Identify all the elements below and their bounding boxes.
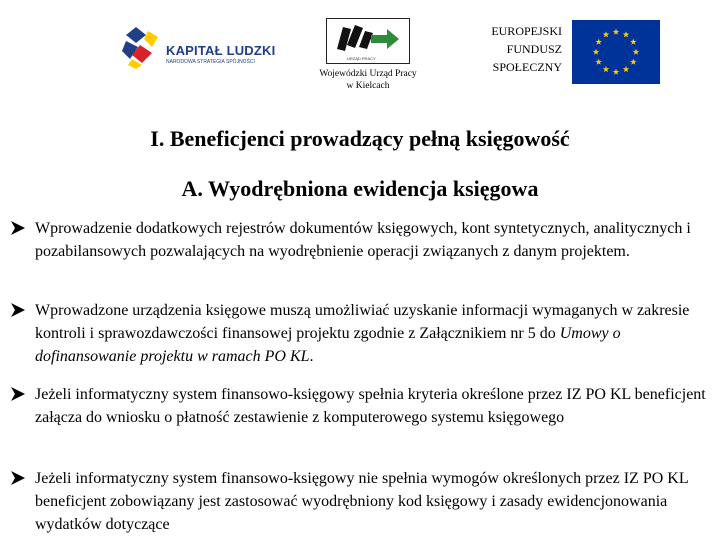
bullet-text-part: . [309,348,314,365]
arrowhead-bullet-icon [10,386,26,402]
kapital-ludzki-name: KAPITAŁ LUDZKI [166,43,276,58]
bullet-text-part: Wprowadzone urządzenia księgowe muszą umożliwiać uzyskanie informacji wymaganych w zakresie kontroli i sprawozdawczości finansowej projektu zgodnie z Załącznikiem nr 5 do [35,302,690,342]
efs-label [462,22,562,76]
kapital-ludzki-logo [122,25,276,71]
bullet-text: Jeżeli informatyczny system finansowo-księgowy nie spełnia wymogów określonych przez IZ PO KL beneficjent zobowiązany jest zastosować wyodrębniony kod księgowy i zasady ewidencjonowania wydatków dotyczące [35,470,689,533]
kapital-ludzki-subtitle: NARODOWA STRATEGIA SPÓJNOŚCI [166,59,255,65]
kapital-ludzki-flag-icon [122,25,162,69]
bullet-item [10,217,710,263]
wup-caption [306,68,430,92]
efs-line1: EUROPEJSKI [491,24,562,38]
wup-logo [326,18,410,64]
bullet-item [10,299,710,368]
bullet-text [35,299,710,368]
arrowhead-bullet-icon [10,302,26,318]
bullet-text: Jeżeli informatyczny system finansowo-księgowy spełnia kryteria określone przez IZ PO KL beneficjent załącza do wniosku o płatność zestawienie z komputerowego systemu księgowego [35,386,706,426]
arrowhead-bullet-icon [10,470,26,486]
eu-flag-icon [572,20,660,84]
bullet-text: Wprowadzenie dodatkowych rejestrów dokumentów księgowych, kont syntetycznych, analitycznych i pozabilansowych pozwalających na wyodrębnienie operacji związanych z danym projektem. [35,220,691,260]
arrowhead-bullet-icon [10,220,26,236]
bullet-text-italic: Umowy o dofinansowanie projektu w ramach PO KL [35,325,621,365]
wup-logo-tag: URZĄD PRACY [347,56,376,61]
wup-caption-line1: Wojewódzki Urząd Pracy [319,69,417,79]
main-title: I. Beneficjenci prowadzący pełną księgowość [150,126,570,151]
wup-emblem-icon [327,19,409,55]
bullet-item [10,467,710,536]
bullet-item [10,383,710,429]
efs-line2: FUNDUSZ [506,42,562,56]
sub-title: A. Wyodrębniona ewidencja księgowa [181,176,539,201]
wup-caption-line2: w Kielcach [346,81,390,91]
efs-line3: SPOŁECZNY [492,60,562,74]
